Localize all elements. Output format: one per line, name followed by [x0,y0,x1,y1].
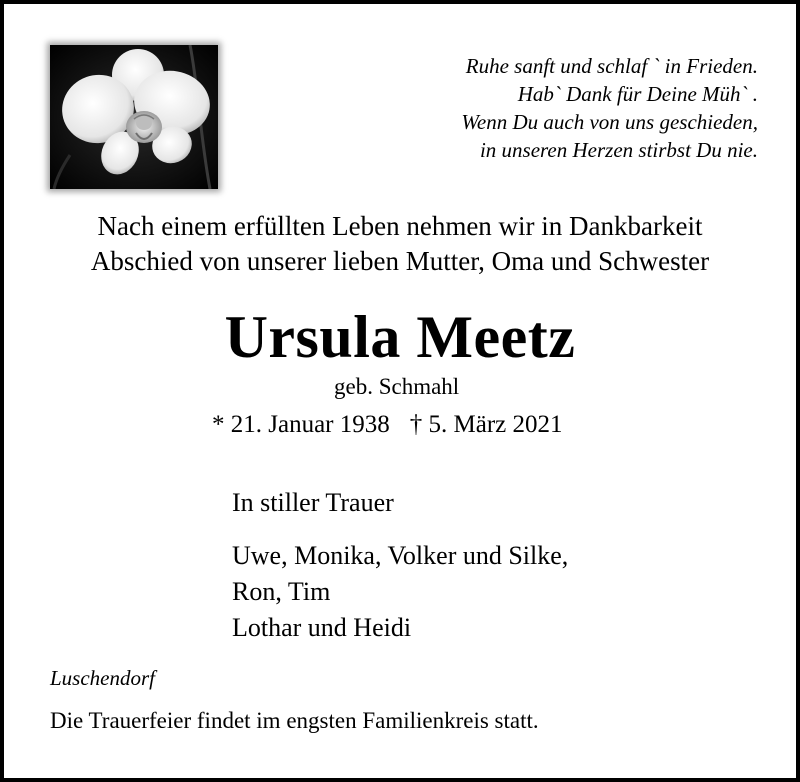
poem [461,52,758,164]
orchid-flower-photo [50,45,218,189]
birth-date: * 21. Januar 1938 [212,411,390,438]
mourners-line: Ron, Tim [232,577,331,606]
place-name: Luschendorf [50,666,155,690]
mourners-line: Lothar und Heidi [232,613,412,642]
intro-line: Abschied von unserer lieben Mutter, Oma und Schwester [90,246,710,276]
poem-line: Ruhe sanft und schlaf ` in Frieden. [465,54,758,78]
mourning-heading: In stiller Trauer [232,488,394,517]
poem-line: Wenn Du auch von uns geschieden, [461,110,758,134]
poem-line: in unseren Herzen stirbst Du nie. [479,138,758,162]
mourners-line: Uwe, Monika, Volker und Silke, [232,541,569,570]
death-date: † 5. März 2021 [409,411,563,438]
life-dates [212,408,563,442]
poem-line: Hab` Dank für Deine Müh` . [517,82,758,106]
birth-name: geb. Schmahl [334,374,460,399]
deceased-name: Ursula Meetz [224,304,576,370]
funeral-notice: Die Trauerfeier findet im engsten Familienkreis statt. [50,708,539,733]
mourners-list [232,538,568,646]
intro-line: Nach einem erfüllten Leben nehmen wir in Dankbarkeit [97,211,703,241]
orchid-icon [50,45,218,189]
intro-text [4,209,796,279]
